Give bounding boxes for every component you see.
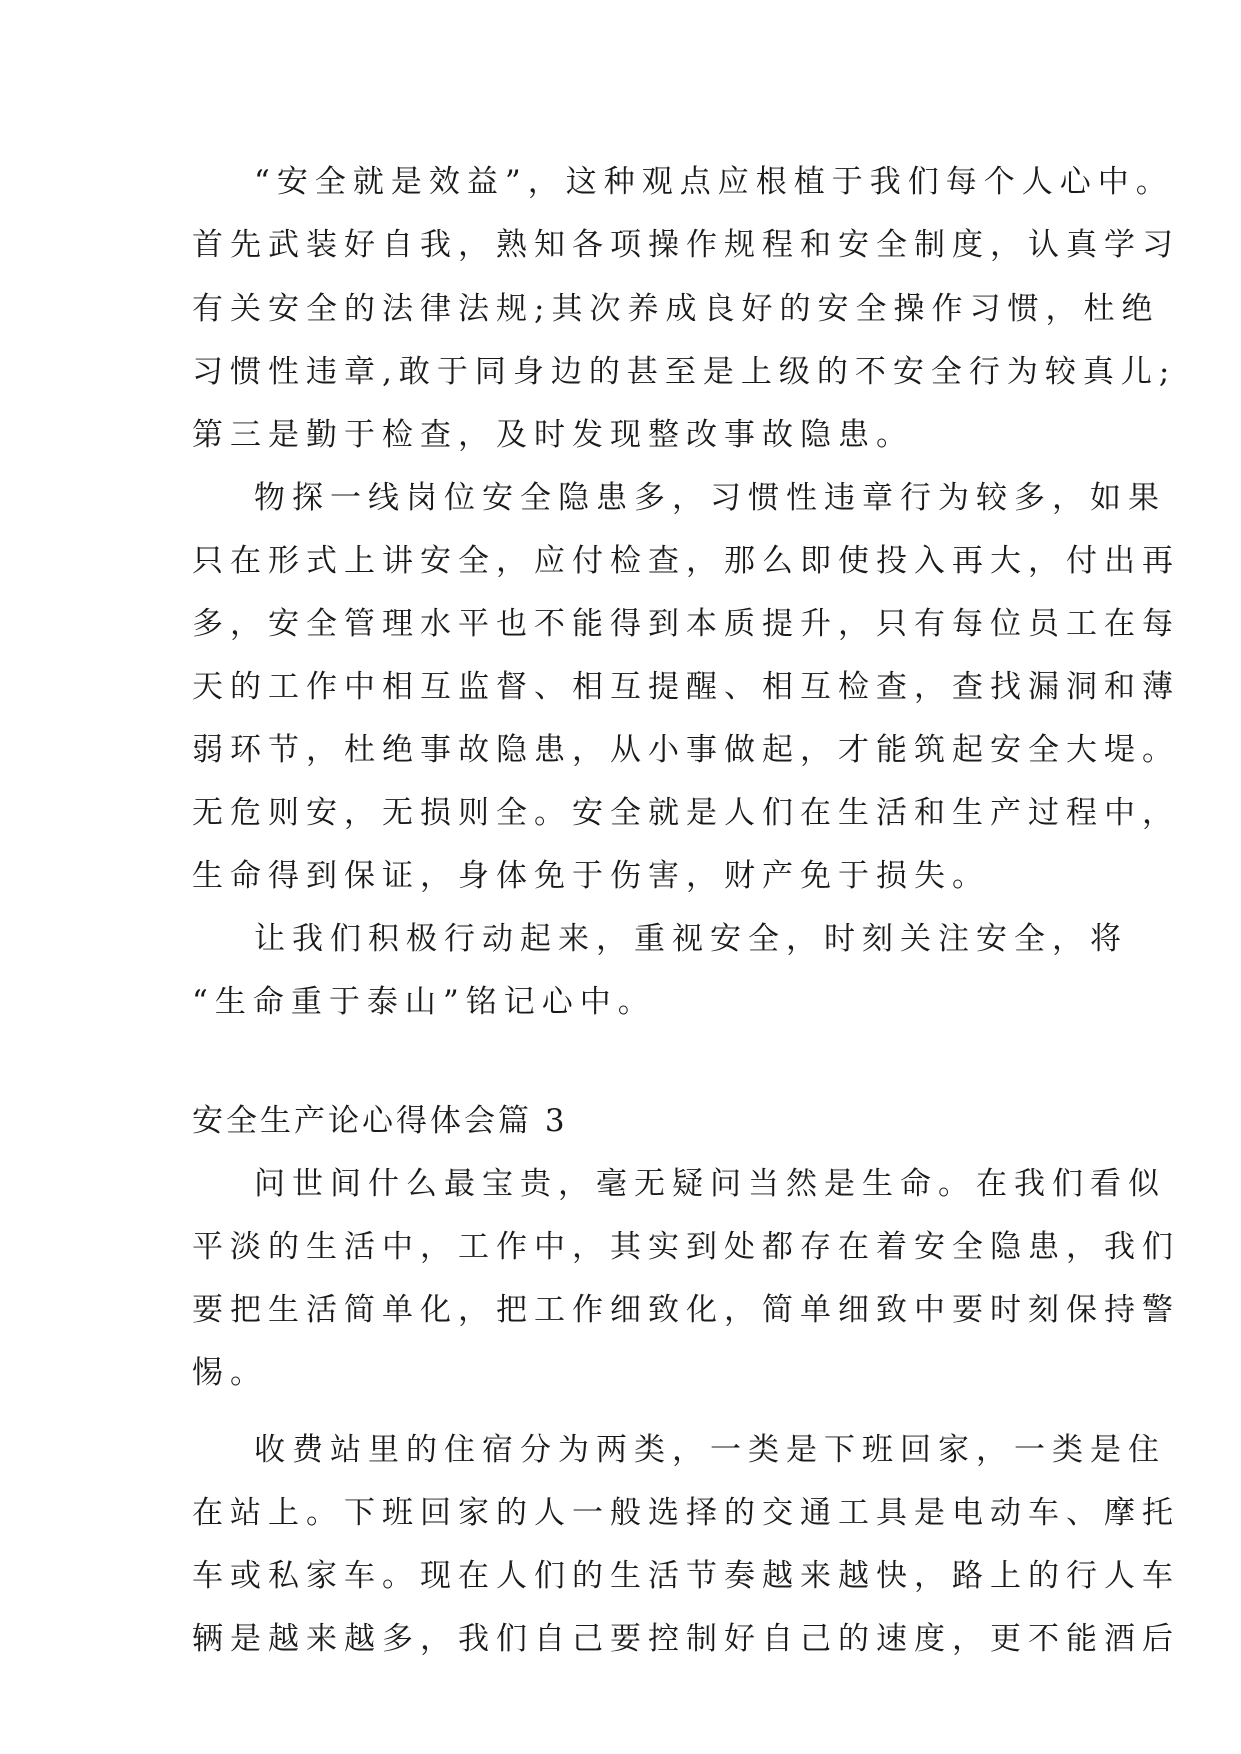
text-line: 收费站里的住宿分为两类，一类是下班回家，一类是住 bbox=[254, 1432, 1166, 1468]
text-line: 问世间什么最宝贵，毫无疑问当然是生命。在我们看似 bbox=[254, 1166, 1166, 1202]
text-line: 多，安全管理水平也不能得到本质提升，只有每位员工在每 bbox=[192, 606, 1180, 642]
text-line: 第三是勤于检查，及时发现整改事故隐患。 bbox=[192, 417, 914, 453]
text-line: 在站上。下班回家的人一般选择的交通工具是电动车、摩托 bbox=[192, 1495, 1180, 1531]
text-line: 生命得到保证，身体免于伤害，财产免于损失。 bbox=[192, 858, 990, 894]
text-line: 平淡的生活中，工作中，其实到处都存在着安全隐患，我们 bbox=[192, 1229, 1180, 1265]
text-line: “安全就是效益”，这种观点应根植于我们每个人心中。 bbox=[254, 164, 1174, 200]
text-line: 首先武装好自我，熟知各项操作规程和安全制度，认真学习 bbox=[192, 227, 1180, 263]
section-heading: 安全生产论心得体会篇 3 bbox=[192, 1103, 568, 1139]
text-line: 要把生活简单化，把工作细致化，简单细致中要时刻保持警 bbox=[192, 1292, 1180, 1328]
text-line: 天的工作中相互监督、相互提醒、相互检查，查找漏洞和薄 bbox=[192, 669, 1180, 705]
text-line: 物探一线岗位安全隐患多，习惯性违章行为较多，如果 bbox=[254, 480, 1166, 516]
text-line: 习惯性违章,敢于同身边的甚至是上级的不安全行为较真儿; bbox=[192, 354, 1177, 390]
text-line: 无危则安，无损则全。安全就是人们在生活和生产过程中， bbox=[192, 795, 1180, 831]
text-line: 弱环节，杜绝事故隐患，从小事做起，才能筑起安全大堤。 bbox=[192, 732, 1180, 768]
text-line: 只在形式上讲安全，应付检查，那么即使投入再大，付出再 bbox=[192, 543, 1180, 579]
text-line: 辆是越来越多，我们自己要控制好自己的速度，更不能酒后 bbox=[192, 1621, 1180, 1657]
text-line: 让我们积极行动起来，重视安全，时刻关注安全，将 bbox=[254, 921, 1128, 957]
text-line: “生命重于泰山”铭记心中。 bbox=[192, 984, 656, 1020]
text-line: 惕。 bbox=[192, 1355, 268, 1391]
text-line: 有关安全的法律法规;其次养成良好的安全操作习惯，杜绝 bbox=[192, 291, 1160, 327]
text-line: 车或私家车。现在人们的生活节奏越来越快，路上的行人车 bbox=[192, 1558, 1180, 1594]
